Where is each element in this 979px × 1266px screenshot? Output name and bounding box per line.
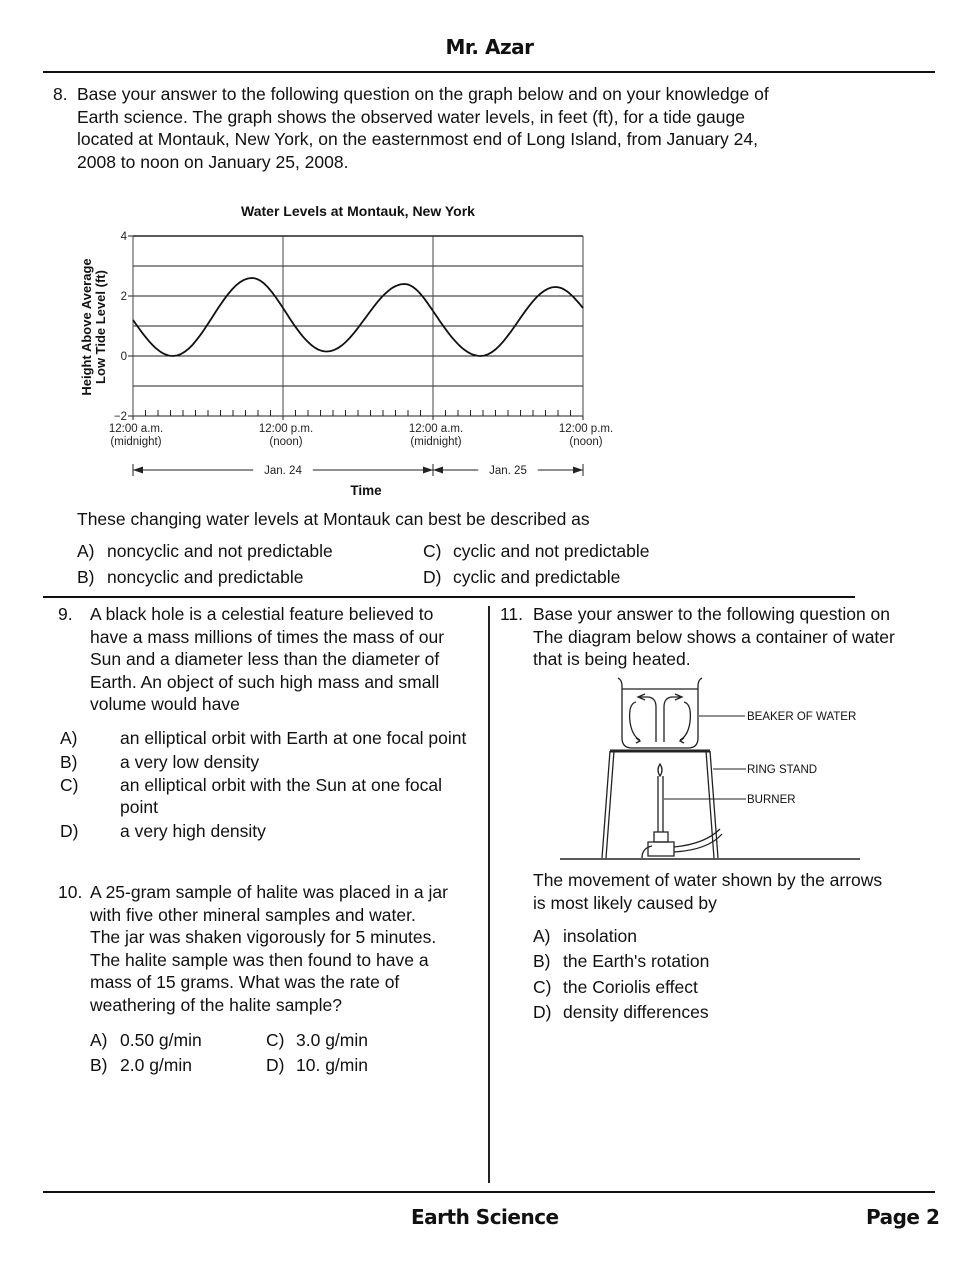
section-divider [43, 596, 855, 598]
stem-line: Base your answer to the following question on [533, 604, 891, 624]
date-range-label: Jan. 25 [489, 465, 527, 477]
option-label: B) [77, 567, 95, 587]
y-axis-label-line1: Height Above Average [79, 258, 94, 396]
convection-arrow-left [638, 694, 656, 742]
option-label: B) [533, 951, 551, 972]
stem-line: The diagram below shows a container of water [533, 626, 895, 647]
stem-line: located at Montauk, New York, on the easternmost end of Long Island, from January 24, [77, 129, 758, 150]
question-number: 9. [58, 604, 73, 624]
stem-line: mass of 15 grams. What was the rate of [90, 972, 400, 993]
question-stem [90, 881, 488, 1017]
option-b[interactable] [60, 750, 470, 774]
option-label: D) [60, 820, 79, 841]
question-stem [90, 603, 483, 716]
x-tick-sublabel: (midnight) [110, 436, 162, 448]
y-axis-label-line2: Low Tide Level (ft) [93, 270, 108, 384]
option-label: C) [533, 976, 552, 997]
y-tick-label: 0 [120, 351, 127, 363]
option-label: C) [266, 1030, 285, 1050]
option-label: A) [90, 1030, 108, 1050]
column-divider [488, 606, 490, 1183]
option-d[interactable] [266, 1053, 368, 1078]
question-11 [500, 603, 960, 671]
option-c[interactable] [60, 774, 470, 819]
beaker-label: BEAKER OF WATER [747, 711, 857, 723]
option-text: 3.0 g/min [296, 1030, 368, 1050]
option-label: C) [60, 774, 79, 795]
footer-divider [43, 1191, 935, 1193]
ring-stand-label: RING STAND [747, 764, 818, 776]
stem-line: Earth. An object of such high mass and small [90, 671, 440, 692]
chart-title: Water Levels at Montauk, New York [241, 203, 475, 219]
question-number: 11. [500, 604, 524, 624]
stem-line: have a mass millions of times the mass of our [90, 626, 445, 647]
option-text: an elliptical orbit with the Sun at one focal point [120, 774, 442, 817]
x-tick-label: 12:00 p.m. [258, 423, 314, 435]
option-b[interactable] [533, 949, 709, 974]
option-label: B) [90, 1055, 108, 1075]
option-c[interactable] [423, 539, 650, 564]
burner-label: BURNER [747, 794, 796, 806]
x-tick-sublabel: (noon) [569, 436, 603, 448]
question-number: 8. [53, 84, 68, 104]
option-d[interactable] [60, 819, 470, 843]
option-a[interactable] [533, 924, 709, 949]
stem-line: Base your answer to the following question on the graph below and on your knowledge of [77, 84, 769, 104]
question-10 [58, 881, 488, 1017]
arrowhead-left-icon [433, 467, 443, 474]
prompt-line: is most likely caused by [533, 892, 717, 913]
stem-line: A black hole is a celestial feature believed to [90, 604, 434, 624]
option-label: C) [423, 541, 442, 561]
option-b[interactable] [77, 565, 304, 590]
y-tick-label: 4 [120, 231, 127, 243]
option-label: D) [533, 1001, 552, 1022]
option-text: 2.0 g/min [120, 1055, 192, 1075]
option-text: noncyclic and predictable [107, 567, 304, 587]
option-text: density differences [563, 1001, 709, 1022]
stem-line: The jar was shaken vigorously for 5 minutes. [90, 927, 437, 948]
prompt-line: The movement of water shown by the arrows [533, 870, 883, 890]
arrowhead-right-icon [573, 467, 583, 474]
convection-arrow-right-return [680, 702, 690, 743]
convection-arrow-right [664, 694, 682, 742]
option-text: a very low density [120, 751, 260, 772]
stem-line: Earth science. The graph shows the observed water levels, in feet (ft), for a tide gauge [77, 106, 745, 127]
option-a[interactable] [60, 727, 470, 750]
x-tick-label: 12:00 p.m. [558, 423, 614, 435]
question-11-options [533, 924, 709, 1025]
x-tick-label: 12:00 a.m. [408, 423, 464, 435]
question-8 [53, 83, 873, 173]
y-tick-label: 2 [120, 291, 127, 303]
stem-line: weathering of the halite sample? [90, 994, 342, 1015]
option-text: an elliptical orbit with Earth at one focal point [120, 728, 467, 748]
option-b[interactable] [90, 1053, 192, 1078]
option-text: a very high density [120, 820, 266, 841]
tide-chart [60, 195, 630, 505]
burner-valve [654, 832, 668, 842]
stem-line: The halite sample was then found to have a [90, 949, 429, 970]
y-axis-label [79, 258, 108, 395]
water-level-line [133, 278, 583, 356]
question-9-options [60, 727, 470, 843]
option-text: cyclic and not predictable [453, 541, 650, 561]
option-label: A) [77, 541, 95, 561]
option-text: noncyclic and not predictable [107, 541, 333, 561]
option-label: A) [60, 728, 78, 748]
x-tick-sublabel: (midnight) [410, 436, 462, 448]
stem-line: A 25-gram sample of halite was placed in a jar [90, 882, 448, 902]
option-label: B) [60, 751, 78, 772]
question-number: 10. [58, 882, 83, 902]
option-d[interactable] [423, 565, 620, 590]
beaker-diagram [550, 672, 880, 867]
option-a[interactable] [77, 539, 333, 564]
option-text: insolation [563, 926, 637, 946]
stem-line: that is being heated. [533, 649, 691, 670]
option-c[interactable] [533, 975, 709, 1000]
option-text: cyclic and predictable [453, 567, 621, 587]
burner-base [648, 842, 674, 856]
stem-line: 2008 to noon on January 25, 2008. [77, 151, 349, 172]
footer-page-number: Page 2 [866, 1205, 940, 1229]
date-range-label: Jan. 24 [264, 465, 302, 477]
option-label: D) [266, 1055, 285, 1075]
option-label: D) [423, 567, 442, 587]
header-title: Mr. Azar [445, 35, 534, 59]
header-divider [43, 71, 935, 73]
question-8-prompt: These changing water levels at Montauk can best be described as [77, 509, 590, 529]
question-11-prompt [533, 869, 953, 914]
x-tick-sublabel: (noon) [269, 436, 303, 448]
option-c[interactable] [266, 1028, 368, 1053]
option-text: 0.50 g/min [120, 1030, 202, 1050]
x-tick-label: 12:00 a.m. [108, 423, 164, 435]
footer-subject: Earth Science [411, 1205, 559, 1229]
arrowhead-left-icon [133, 467, 143, 474]
option-a[interactable] [90, 1028, 202, 1053]
stem-line: with five other mineral samples and water. [90, 904, 416, 925]
option-d[interactable] [533, 1000, 709, 1025]
question-stem [77, 83, 873, 173]
question-9 [58, 603, 483, 716]
question-stem [533, 603, 960, 671]
ring-stand-left-leg [602, 751, 610, 858]
arrowhead-right-icon [423, 467, 433, 474]
option-text: the Coriolis effect [563, 976, 698, 997]
convection-arrow-left-return [630, 702, 640, 743]
option-label: A) [533, 926, 551, 946]
option-text: the Earth's rotation [563, 951, 710, 972]
y-tick-label: −2 [113, 411, 127, 423]
stem-line: Sun and a diameter less than the diameter of [90, 649, 440, 670]
x-axis-label: Time [350, 483, 382, 498]
stem-line: volume would have [90, 694, 240, 715]
option-text: 10. g/min [296, 1055, 368, 1075]
gas-hose [674, 829, 722, 852]
flame-icon [658, 764, 662, 776]
